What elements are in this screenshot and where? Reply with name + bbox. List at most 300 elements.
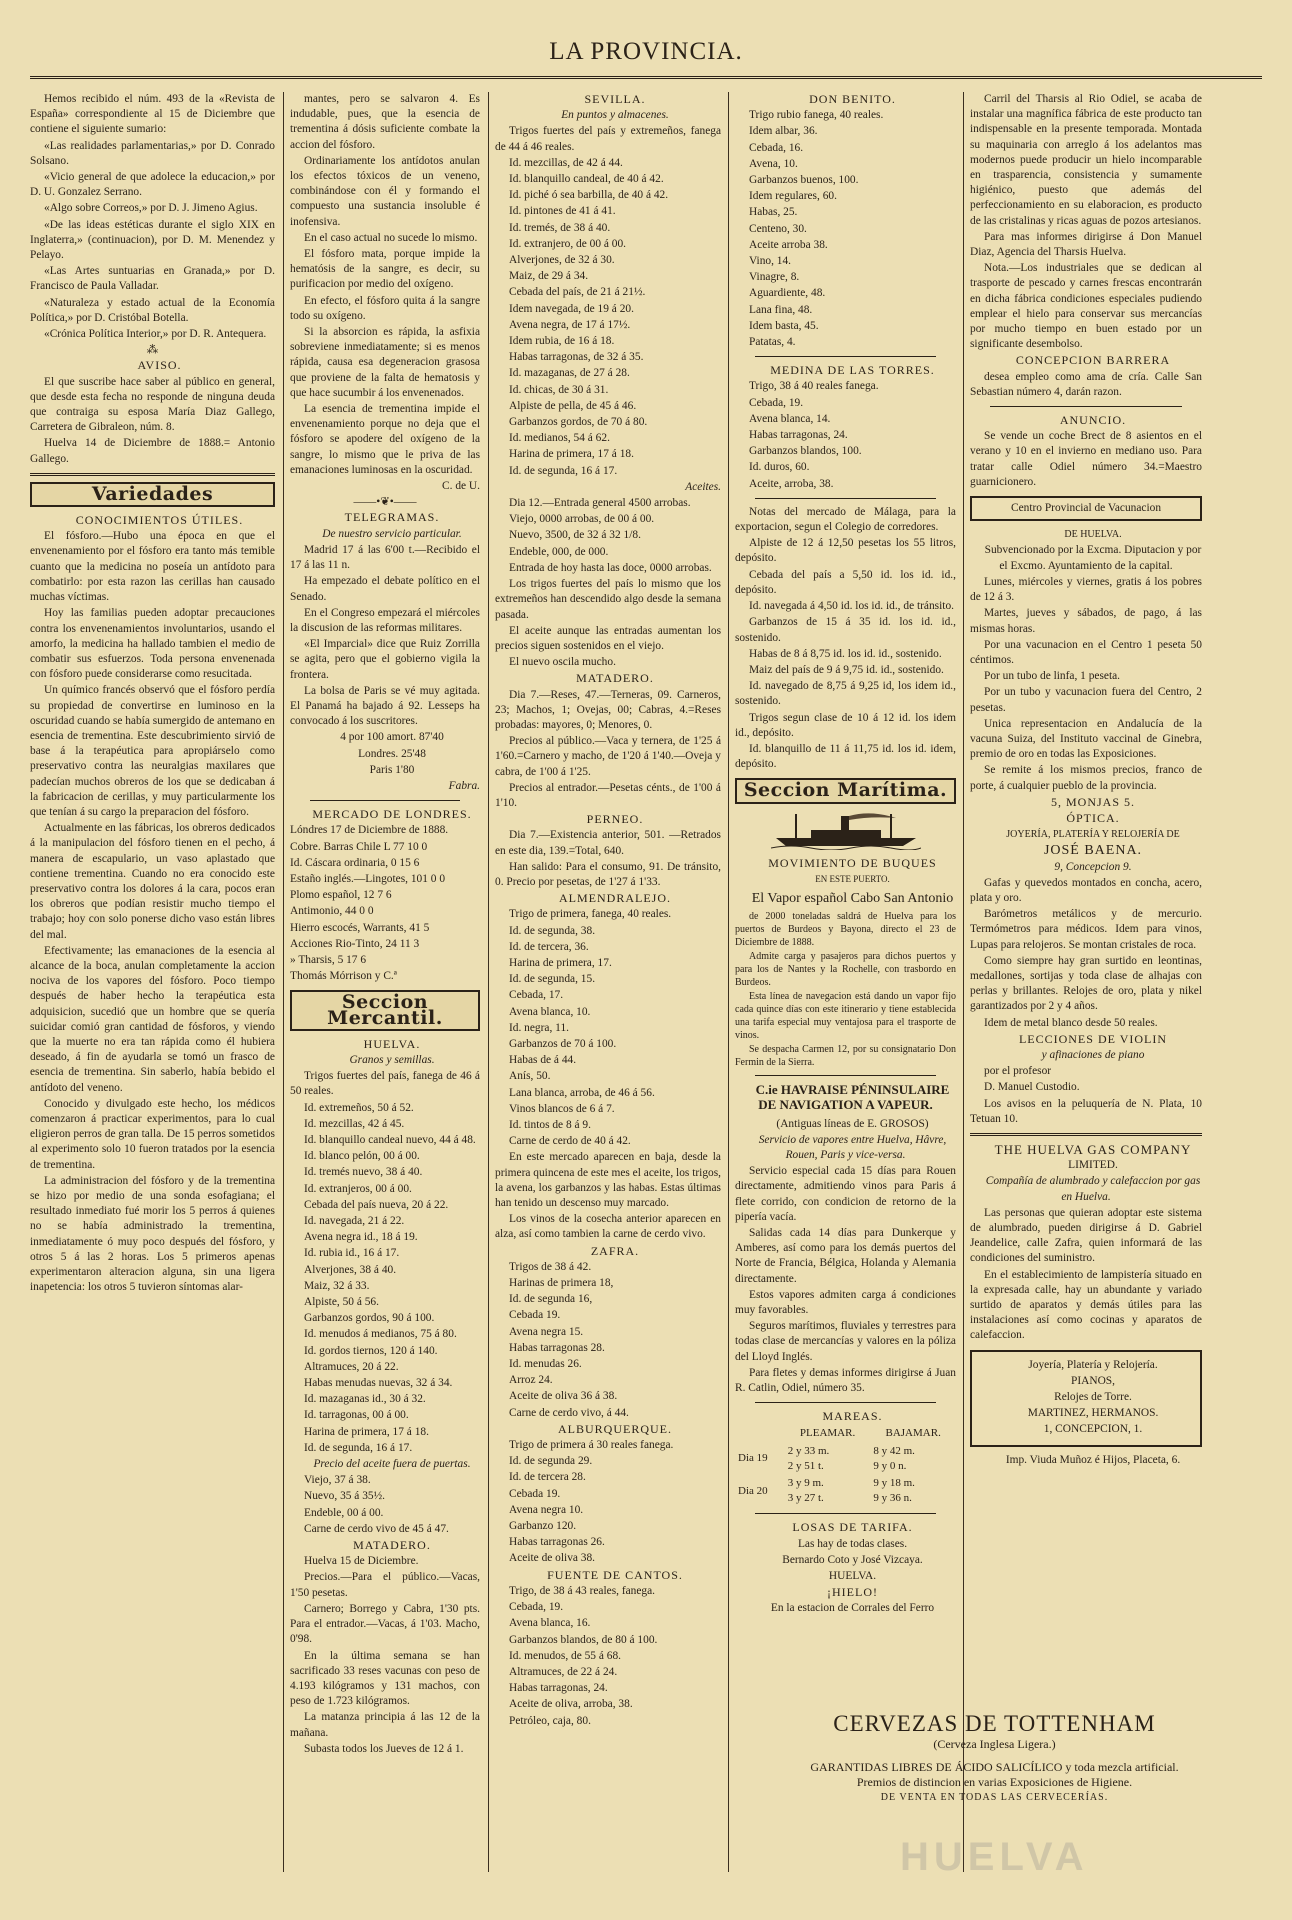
paragraph: Entrada de hoy hasta las doce, 0000 arrobas. [509,561,712,574]
mareas-title: MAREAS. [822,1409,883,1424]
paragraph: 4 por 100 amort. 87'40 [340,731,444,744]
paragraph: PIANOS, [1071,1374,1115,1387]
paragraph: Id. gordos tiernos, 120 á 140. [304,1344,438,1357]
paragraph: En el establecimiento de lampistería situado en la expresada calle, hay un abundante y variado surtido de aparatos y demás útiles para las instalaciones así como cocinas y aparatos de calefaccion. [970,1268,1202,1342]
paragraph: Id. tintos de 8 á 9. [509,1119,591,1131]
havraise-text [735,1164,956,1396]
londres-prices [290,823,480,984]
paragraph: Para mas informes dirigirse á Don Manuel Diaz, Agencia del Tharsis Huelva. [970,230,1202,259]
conocimientos-title: CONOCIMIENTOS ÚTILES. [75,513,244,528]
tide-time: 3 y 9 m. [787,1477,824,1490]
column-5 [970,92,1202,1702]
paragraph: Anís, 50. [509,1070,551,1083]
paragraph: Hierro escocés, Warrants, 41 5 [290,921,430,934]
column-4 [735,92,956,1702]
paragraph: Relojes de Torre. [1054,1391,1132,1404]
paragraph: Id. pintones de 41 á 41. [509,205,616,218]
cervezas-ad [727,1711,1262,1805]
divider [755,498,936,499]
fuente [495,1584,721,1729]
sevilla-prices [495,124,721,478]
anuncio-title: ANUNCIO. [1059,413,1127,428]
paragraph: Carne de cerdo vivo, á 44. [509,1406,629,1419]
paragraph: Como siempre hay gran surtido en leontinas, medallones, sortijas y toda clase de alhajas con perlas y brillantes. Relojes de oro, plata y nikel garantizados por 2 y 4 años. [970,954,1202,1013]
variedades-banner: Variedades [30,482,275,507]
aviso-text: El que suscribe hace saber al público en general, que desde esta fecha no responde de ninguna deuda que contraiga su esposa María Diaz Gallego, Carretera de Gibraleon, núm. 8. [30,375,275,434]
masthead: LA PROVINCIA. [549,38,743,65]
divider [30,473,275,476]
paragraph: Carril del Tharsis al Rio Odiel, se acaba de instalar una magnífica fábrica de este producto tan indispensable en la presente temporada. Montada su maquinaria con arreglo á los adelantos mas modernos puede producir un hielo incomparable en trasparencia, consistencia y sumamente higiénico, puesto que además del perfeccionamiento en su elaboracion, es producto de las cristalinas y ricas aguas de pozos artesianos. [970,93,1202,227]
paragraph: Viejo, 0000 arrobas, de 00 á 00. [509,513,655,526]
losas-title: LOSAS DE TARIFA. [792,1520,913,1535]
paragraph: Carne de cerdo vivo de 45 á 47. [304,1522,449,1535]
cervezas-sub: (Cerveza Inglesa Ligera.) [933,1737,1056,1751]
paragraph: Cebada del país, de 21 á 21½. [509,286,646,299]
aceites-sub: Aceites. [685,480,721,493]
tides-cell [870,1475,956,1507]
paragraph: El aceite aunque las entradas aumentan los precios siguen sostenidos en el viejo. [495,624,721,652]
paragraph: Precios al entrador.—Pesetas cénts., de 1'00 á 1'10. [495,781,721,809]
paragraph: Harina de primera, 17 á 18. [304,1425,429,1438]
optica-address: 9, Concepcion 9. [1054,860,1132,873]
paragraph: Dia 7.—Reses, 47.—Terneras, 09. Carneros, 23; Machos, 1; Ovejas, 00; Cabras, 4.=Reses probadas: mayores, 0; Menores, 0. [495,688,721,731]
paragraph: Admite carga y pasajeros para dichos puertos y para los de Nantes y la Rochelle, con trasbordo en Burdeos. [735,951,956,989]
paragraph: Seguros marítimos, fluviales y terrestres para todas clase de mercancías y valores en la póliza del Lloyd Inglés. [735,1320,956,1363]
paragraph: » Tharsis, 5 17 6 [290,953,367,966]
paragraph: Cebada, 16. [749,141,804,154]
paragraph: Notas del mercado de Málaga, para la exportacion, segun el Colegio de corredores. [735,505,956,534]
paragraph: Conocido y divulgado este hecho, los médicos comenzaron á practicar experimentos, para lo cual eligieron perros de gran talla. De 15 perros sometidos al experimento solo 10 fueron tratados por la esencia de trementina. [30,1097,275,1171]
perneo [495,828,721,890]
medina [735,379,956,491]
asterism: ⁂ [146,344,159,357]
paragraph: Avena blanca, 10. [509,1005,591,1018]
paragraph: Habas tarragonas, 24. [749,429,848,442]
paragraph: «Naturaleza y estado actual de la Economía Política,» por D. Cristóbal Botella. [30,296,275,324]
tides-head-cell: BAJAMAR. [885,1427,941,1440]
paragraph: Id. de tercera 28. [509,1471,586,1484]
paragraph: Estos vapores admiten carga á condiciones muy favorables. [735,1288,956,1316]
paragraph: HUELVA. [828,1570,877,1583]
steamship-icon [771,810,921,850]
article-continuation [290,92,480,478]
optica-text [970,876,1202,1031]
paragraph: Avena, 10. [749,157,798,170]
paragraph: Habas tarragonas 28. [509,1341,605,1354]
paragraph: Hemos recibido el núm. 493 de la «Revista de España» correspondiente al 15 de Diciembre que contiene el siguiente sumario: [30,93,275,136]
zafra [495,1260,721,1421]
paragraph: Id. extranjero, de 00 á 00. [509,237,627,250]
centro-sub2: Subvencionado por la Excma. Diputacion y por el Excmo. Ayuntamiento de la capital. [984,544,1202,572]
donbenito-title: DON BENITO. [809,92,896,106]
paragraph: Aceite de oliva, arroba, 38. [509,1698,633,1711]
violin-text [970,1064,1202,1127]
paragraph: Lana fina, 48. [749,303,813,316]
paragraph: Aguardiente, 48. [749,287,826,300]
paragraph: Vinagre, 8. [749,271,800,284]
paragraph: Aceite arroba 38. [749,238,828,251]
huelva-title: HUELVA. [363,1036,421,1051]
paragraph: Garbanzos de 15 á 35 id. los id. id., sostenido. [735,616,956,644]
paragraph: Id. mazaganas, de 27 á 28. [509,367,630,380]
paragraph: Idem regulares, 60. [749,190,837,203]
vapor-title: El Vapor español Cabo San Antonio [751,890,954,906]
paragraph: Id. de segunda, 16 á 17. [304,1441,413,1454]
paragraph: Lóndres 17 de Diciembre de 1888. [290,824,449,837]
paragraph: Idem navegada, de 19 á 20. [509,302,634,315]
paragraph: Id. piché ó sea barbilla, de 40 á 42. [509,189,669,202]
paragraph: Trigos fuertes del país y extremeños, fanega de 44 á 46 reales. [495,125,721,153]
paragraph: Thomás Mórrison y C.ª [290,970,397,983]
paragraph: Trigo de primera á 30 reales fanega. [509,1439,674,1452]
tide-time: 3 y 27 t. [787,1492,824,1505]
divider [755,1402,936,1403]
paragraph: Plomo español, 12 7 6 [290,889,392,902]
tide-time: 2 y 51 t. [787,1459,824,1472]
aceite-prices [290,1473,480,1537]
optica-sub: JOYERÍA, PLATERÍA Y RELOJERÍA DE [1006,829,1180,841]
paragraph: «Crónica Política Interior,» por D. R. Antequera. [44,328,267,341]
paragraph: Garbanzos blandos, 100. [749,445,862,458]
paragraph: La bolsa de Paris se vé muy agitada. El Panamá ha bajado á 92. Lesseps ha convocado á los suscritores. [290,684,480,728]
paragraph: Efectivamente; las emanaciones de la esencia al alcance de la boca, anulan completamente la accion nociva de los vapores del fósforo. Poco tiempo después de haber hecho la terapéutica esta adquisicion, sucedió que un hombre que se quería suicidar comió gran cantidad de fósforos, y viendo que la muerte no era tan rápida como él hubiera deseado, á fin de ayudarla se tomó un frasco de esencia de trementina. Sin saberlo, había bebido el antídoto del veneno. [30,944,275,1094]
malaga [735,505,956,772]
paragraph: Id. negra, 11. [509,1021,569,1034]
gas-title: THE HUELVA GAS COMPANY [994,1142,1192,1157]
paragraph: Unica representacion en Andalucía de la vacuna Suiza, del Instituto vaccinal de Ginebra, premio de oro en todas las Exposiciones. [970,717,1202,761]
paragraph: En efecto, el fósforo quita á la sangre todo su oxígeno. [290,294,480,322]
paragraph: Arroz 24. [509,1374,553,1387]
maritima-banner: Seccion Marítima. [735,778,956,803]
paragraph: Huelva 15 de Diciembre. [304,1555,419,1568]
gas-text [970,1206,1202,1344]
paragraph: Garbanzos buenos, 100. [749,174,859,187]
paragraph: Acciones Rio-Tinto, 24 11 3 [290,937,420,950]
paragraph: Altramuces, 20 á 22. [304,1360,399,1373]
centro-sub: DE HUELVA. [1064,529,1122,541]
paragraph: Avena blanca, 16. [509,1617,591,1630]
gas-sub: LIMITED. [1068,1159,1118,1172]
paragraph: Se remite á los mismos precios, franco de porte, á cualquier pueblo de la provincia. [970,764,1202,792]
paragraph: Habas de 8 á 8,75 id. los id. id., sostenido. [749,647,942,660]
bolsa [290,730,480,778]
paragraph: Subasta todos los Jueves de 12 á 1. [304,1742,464,1755]
tide-time: 2 y 33 m. [787,1444,830,1457]
havraise-route: Servicio de vapores entre Huelva, Hâvre, Rouen, Paris y vice-versa. [758,1133,947,1161]
telegramas [290,543,480,729]
paragraph: Salidas cada 14 días para Dunkerque y Amberes, así como para los demás puertos del Norte de Francia, Bélgica, Holanda y Alemania directamente. [735,1226,956,1285]
paragraph: Precios al público.—Vaca y ternera, de 1'25 á 1'60.=Carnero y macho, de 1'20 á 1'40.—Oveja y cabra, de 1'00 á 1'25. [495,735,721,778]
paragraph: Endeble, 00 á 00. [304,1506,384,1519]
paragraph: Avena negra 15. [509,1325,584,1338]
paragraph: Maiz, 32 á 33. [304,1279,370,1292]
aviso-title: AVISO. [137,358,182,373]
paragraph: Nuevo, 3500, de 32 á 32 1/8. [509,529,641,542]
paragraph: Id. mezcillas, 42 á 45. [304,1117,405,1130]
optica-name: JOSÉ BAENA. [1043,843,1143,859]
paragraph: Id. chicas, de 30 á 31. [509,383,609,396]
paragraph: Trigos fuertes del país, fanega de 46 á 50 reales. [290,1070,480,1098]
bolsa-sign: Fabra. [448,779,480,792]
paragraph: Avena negra, de 17 á 17½. [509,318,631,331]
alburquerque [495,1438,721,1567]
column-2 [290,92,480,1882]
paragraph: Carne de cerdo de 40 á 42. [509,1135,631,1148]
almendralejo [495,907,721,1242]
huelva-prices [290,1069,480,1456]
paragraph: Altramuces, de 22 á 24. [509,1665,618,1678]
paragraph: El fósforo mata, porque impide la hematósis de la sangre, es decir, su purificacion por medio del oxígeno. [290,248,480,291]
column-rule [283,92,284,1872]
paragraph: Habas menudas nuevas, 32 á 34. [304,1377,453,1390]
paragraph: Id. de segunda, 16 á 17. [509,464,618,477]
paragraph: Id. de tercera, 36. [509,940,589,953]
paragraph: Servicio especial cada 15 días para Rouen directamente, admitiendo vinos para Paris á flete corrido, con condicion de retorno de la pipería vacía. [735,1165,956,1223]
paragraph: Id. blanquillo candeal, de 40 á 42. [509,173,664,186]
anuncio-text: Se vende un coche Brect de 8 asientos en el verano y 10 en el invierno en mediano uso. Para tratar calle Odiel número 34.=Maestro guarnicionero. [970,430,1202,488]
telegramas-sub: De nuestro servicio particular. [322,527,462,540]
paragraph: Id. navegada á 4,50 id. los id. id., de tránsito. [749,600,954,613]
paragraph: Carnero; Borrego y Cabra, 1'30 pts. Para el entrador.—Vacas, á 1'03. Macho, 0'98. [290,1602,480,1646]
paragraph: Las hay de todas clases. [797,1537,908,1550]
paragraph: Avena negra 10. [509,1503,584,1516]
tharsis-ad [970,92,1202,352]
conocimientos-article [30,529,275,1295]
paragraph: Trigo, de 38 á 43 reales, fanega. [509,1584,656,1597]
paragraph: Maiz del país de 9 á 9,75 id. id., sostenido. [749,663,944,676]
matadero [495,688,721,812]
masthead-rule [30,76,1262,79]
tides-cell [870,1443,956,1475]
aviso-sign: Huelva 14 de Diciembre de 1888.= Antonio Gallego. [30,437,275,465]
paragraph: Id. tarragonas, 00 á 00. [304,1409,409,1422]
paragraph: Lana blanca, arroba, de 46 á 56. [509,1086,655,1099]
centro-text [970,575,1202,794]
paragraph: 1, CONCEPCION, 1. [1043,1423,1143,1436]
paragraph: Id. de segunda 29. [509,1455,593,1468]
concepcion-title: CONCEPCION BARRERA [1015,353,1171,368]
paragraph: Endeble, 000, de 000. [509,545,609,558]
centro-box [970,496,1202,521]
paragraph: Trigos segun clase de 10 á 12 id. los idem id., depósito. [735,711,956,739]
paragraph: Los trigos fuertes del país lo mismo que los extremeños han descendido algo desde la semana pasada. [495,578,721,621]
paragraph: Id. rubia id., 16 á 17. [304,1247,400,1260]
paragraph: Harinas de primera 18, [509,1277,614,1290]
column-rule [488,92,489,1872]
tides-cell [785,1443,871,1475]
paragraph: «Algo sobre Correos,» por D. J. Jimeno Agius. [44,202,258,215]
paragraph: Id. extranjeros, 00 á 00. [304,1182,412,1195]
tides-head-cell [735,1425,785,1442]
paragraph: Garbanzos gordos, 90 á 100. [304,1312,435,1325]
paragraph: Por una vacunacion en el Centro 1 peseta 50 céntimos. [970,638,1202,666]
paragraph: Id. de segunda, 38. [509,924,596,937]
havraise-title: C.ie HAVRAISE PÉNINSULAIRE DE NAVIGATION A VAPEUR. [755,1082,950,1113]
cervezas-title: CERVEZAS DE TOTTENHAM [833,1711,1156,1736]
paragraph: Id. Cáscara ordinaria, 0 15 6 [290,856,420,869]
paragraph: Cobre. Barras Chile L 77 10 0 [290,840,428,853]
paragraph: Nuevo, 35 á 35½. [304,1490,385,1503]
paragraph: Para fletes y demas informes dirigirse á Juan R. Catlin, Odiel, número 35. [735,1366,956,1394]
paragraph: Maiz, de 29 á 34. [509,270,589,283]
paragraph: Por un tubo y vacunacion fuera del Centro, 2 pesetas. [970,686,1202,714]
paragraph: Estaño inglés.—Lingotes, 101 0 0 [290,872,446,885]
paragraph: Los vinos de la cosecha anterior aparecen en alza, así como tambien la carne de cerdo vivo. [495,1213,721,1241]
paragraph: Trigo de primera, fanega, 40 reales. [509,908,672,921]
paragraph: Alverjones, 38 á 40. [304,1263,397,1276]
paragraph: Alverjones, de 32 á 30. [509,254,615,267]
paragraph: Aceite, arroba, 38. [749,477,834,490]
paragraph: Habas tarragonas, de 32 á 35. [509,351,644,364]
paragraph: En este mercado aparecen en baja, desde la primera quincena de este mes el aceite, los trigos, la avena, los garbanzos y las habas. Estas últimas han tenido un descenso muy marcado. [495,1151,721,1210]
tide-time: 8 y 42 m. [873,1444,915,1457]
concepcion-text: desea empleo como ama de cría. Calle San Sebastian número 4, darán razon. [970,370,1202,398]
paragraph: La esencia de trementina impide el envenenamiento porque no deja que el fósforo se apodere del oxígeno de la sangre, lo mismo que le priva de las emanaciones luminosas en la oscuridad. [290,403,480,476]
article-sign: C. de U. [442,480,480,493]
paragraph: Trigo, 38 á 40 reales fanega. [749,380,879,393]
buques-sub: EN ESTE PUERTO. [815,873,890,884]
paragraph: Por un tubo de linfa, 1 peseta. [984,670,1121,683]
tides-day: Dia 19 [738,1452,768,1465]
paragraph: Cebada del país nueva, 20 á 22. [304,1198,449,1211]
paragraph: La matanza principia á las 12 de la mañana. [290,1711,480,1739]
paragraph: Id. blanco pelón, 00 á 00. [304,1150,420,1163]
paragraph: Alpiste de 12 á 12,50 pesetas los 55 litros, depósito. [735,537,956,565]
paragraph: Ha empezado el debate político en el Senado. [290,575,480,603]
paragraph: Garbanzos gordos, de 70 á 80. [509,416,648,429]
huelva-sub: Granos y semillas. [349,1053,435,1066]
paragraph: Precios.—Para el público.—Vacas, 1'50 pesetas. [290,1571,480,1599]
paragraph: «Las Artes suntuarias en Granada,» por D. Francisco de Paula Valladar. [30,265,275,293]
paragraph: Id. menudos, de 55 á 68. [509,1649,621,1662]
matadero-title: MATADERO. [353,1538,431,1553]
matadero-title: MATADERO. [576,671,654,686]
paragraph: Id. duros, 60. [749,461,810,474]
fuente-title: FUENTE DE CANTOS. [547,1567,683,1582]
paragraph: Id. navegado de 8,75 á 9,25 id, los idem id., sostenido. [735,680,956,708]
paragraph: Actualmente en las fábricas, los obreros dedicados á la manipulacion del fósforo tienen en el pecho, á manera de escapulario, un vaso aplastado que contiene trementina. Cuando no era conocido este preservativo contra los dolores á la cara, pocos eran los obreros que podían resistir mucho tiempo el trabajo; hoy con solo ponerse dicho vaso están libres del mal. [30,822,275,941]
paragraph: Id. de segunda, 15. [509,973,596,986]
paragraph: Cebada, 19. [509,1601,564,1614]
violin-title: LECCIONES DE VIOLIN [1018,1031,1168,1046]
archive-watermark: HUELVA [900,1835,1089,1879]
matadero [290,1554,480,1757]
alburquerque-title: ALBURQUERQUE. [558,1421,672,1436]
paragraph: Vinos blancos de 6 á 7. [509,1102,615,1115]
tides-head-cell: PLEAMAR. [799,1427,856,1440]
cervezas-line: DE VENTA EN TODAS LAS CERVECERÍAS. [880,1792,1109,1803]
paragraph: El nuevo oscila mucho. [509,656,616,669]
paragraph: Idem albar, 36. [749,125,818,138]
paragraph: Lunes, miércoles y viernes, gratis á los pobres de 12 á 3. [970,575,1202,604]
paragraph: En la última semana se han sacrificado 33 reses vacunas con peso de 4.193 kilógramos y 131 machos, con peso de 1.723 kilógramos. [290,1649,480,1708]
divider [970,1133,1202,1136]
tides-table [735,1425,956,1507]
violin-sub: y afinaciones de piano [1041,1048,1145,1061]
paragraph: Paris 1'80 [369,763,415,776]
havraise-sub: (Antiguas líneas de E. GROSOS) [776,1117,929,1130]
paragraph: Harina de primera, 17 á 18. [509,448,634,461]
paragraph: Londres. 25'48 [358,747,426,760]
tides-row [735,1475,956,1507]
hielo-text: En la estacion de Corrales del Ferro [770,1602,935,1615]
paragraph: Habas, 25. [749,206,798,219]
gas-sub2: Compañía de alumbrado y calefaccion por gas en Huelva. [985,1175,1201,1203]
tides-row [735,1443,956,1475]
paragraph: Cebada, 17. [509,989,564,1002]
paragraph: Centeno, 30. [749,222,807,235]
paragraph: de 2000 toneladas saldrá de Huelva para los puertos de Burdeos y Bayona, directo el 23 de Diciembre de 1888. [735,911,956,949]
zafra-title: ZAFRA. [590,1243,640,1258]
paragraph: Id. de segunda 16, [509,1293,593,1306]
paragraph: Id. menudos á medianos, 75 á 80. [304,1328,457,1341]
telegramas-title: TELEGRAMAS. [344,510,440,525]
paragraph: Alpiste de pella, de 45 á 46. [509,399,637,412]
paragraph: Ordinariamente los antídotos anulan los efectos tóxicos de un veneno, combinándose con él y formando el compuesto una sustancia insoluble é inofensiva. [290,154,480,228]
sevilla-title: SEVILLA. [584,92,646,106]
paragraph: Dia 7.—Existencia anterior, 501. —Retrados en este dia, 139.=Total, 640. [495,829,721,857]
vapor-text [735,910,956,1069]
paragraph: Madrid 17 á las 6'00 t.—Recibido el 17 á las 11 n. [290,543,480,572]
paragraph: Idem rubia, de 16 á 18. [509,335,615,348]
paragraph: Las personas que quieran adoptar este sistema de alumbrado, pueden dirigirse á D. Gabriel Jeandelice, calle Zafra, quien informará de las condiciones del suministro. [970,1206,1202,1265]
paragraph: Esta línea de navegacion está dando un vapor fijo cada quince días con este itinerario y tiene establecida una tarifa especial muy ventajosa para el trasporte de vinos. [735,991,956,1042]
paragraph: Han salido: Para el consumo, 91. De tránsito, 0. Precio por pesetas, de 1'27 á 1'33. [495,860,721,888]
column-3 [495,92,721,1882]
paragraph: El fósforo.—Hubo una época en que el envenenamiento por el fósforo era tanto más temible cuanto que la medicina no poseía un antídoto para combatirlo: por esta razon las cerillas han causado muchas víctimas. [30,530,275,604]
tide-time: 9 y 36 n. [873,1492,912,1505]
paragraph: Cebada del país a 5,50 id. los id. id., depósito. [735,568,956,596]
paragraph: Id. extremeños, 50 á 52. [304,1101,414,1114]
ornament: ——•❦•—— [353,496,417,509]
tides-day: Dia 20 [738,1484,768,1497]
paragraph: Se despacha Carmen 12, por su consignatario Don Fermin de la Sierra. [735,1044,956,1069]
paragraph: Id. tremés nuevo, 38 á 40. [304,1166,423,1179]
paragraph: mantes, pero se salvaron 4. Es indudable, pues, que la esencia de trementina á dósis suficiente combate la accion del fósforo. [290,93,480,151]
buques-title: MOVIMIENTO DE BUQUES [768,855,937,870]
perneo-title: PERNEO. [586,812,644,827]
paragraph: Cebada 19. [509,1309,561,1322]
column-1 [30,92,275,1882]
divider [755,356,936,357]
paragraph: Alpiste, 50 á 56. [304,1296,379,1309]
paragraph: Harina de primera, 17. [509,956,612,969]
paragraph: Id. tremés, de 38 á 40. [509,221,611,234]
aceites [495,496,721,670]
centro-title: Centro Provincial de Vacunacion [1010,502,1162,515]
paragraph: Trigo rubio fanega, 40 reales. [749,109,884,122]
paragraph: «De las ideas estéticas durante el siglo XIX en Inglaterra,» (continuacion), por D. M. Menendez y Pelayo. [30,218,275,262]
mercantil-banner: Seccion Mercantil. [290,990,480,1030]
paragraph: Garbanzos de 70 á 100. [509,1037,617,1050]
cervezas-line: GARANTIDAS LIBRES DE ÁCIDO SALICÍLICO y toda mezcla artificial. [810,1760,1179,1774]
tides-cell [785,1475,871,1507]
paragraph: Id. mezcillas, de 42 á 44. [509,156,623,169]
paragraph: Petróleo, caja, 80. [509,1714,591,1727]
column-rule [728,92,729,1872]
tide-time: 9 y 0 n. [873,1459,907,1472]
imprenta: Imp. Viuda Muñoz é Hijos, Placeta, 6. [1005,1453,1181,1466]
paragraph: Habas de á 44. [509,1054,577,1067]
paragraph: MARTINEZ, HERMANOS. [1027,1407,1159,1420]
paragraph: Si la absorcion es rápida, la asfixia sobreviene inmediatamente; si es menos rápida, causa esa degeneracion grasosa que proviene de la falta de hematosis y que hace sucumbir á los envenenados. [290,326,480,399]
paragraph: Id. mazaganas id., 30 á 32. [304,1393,426,1406]
sevilla-sub: En puntos y almacenes. [561,109,669,122]
paragraph: Garbanzo 120. [509,1520,577,1533]
paragraph: Idem basta, 45. [749,319,819,332]
paragraph: Gafas y quevedos montados en concha, acero, plata y oro. [970,876,1202,904]
paragraph: Aceite de oliva 36 á 38. [509,1390,618,1403]
